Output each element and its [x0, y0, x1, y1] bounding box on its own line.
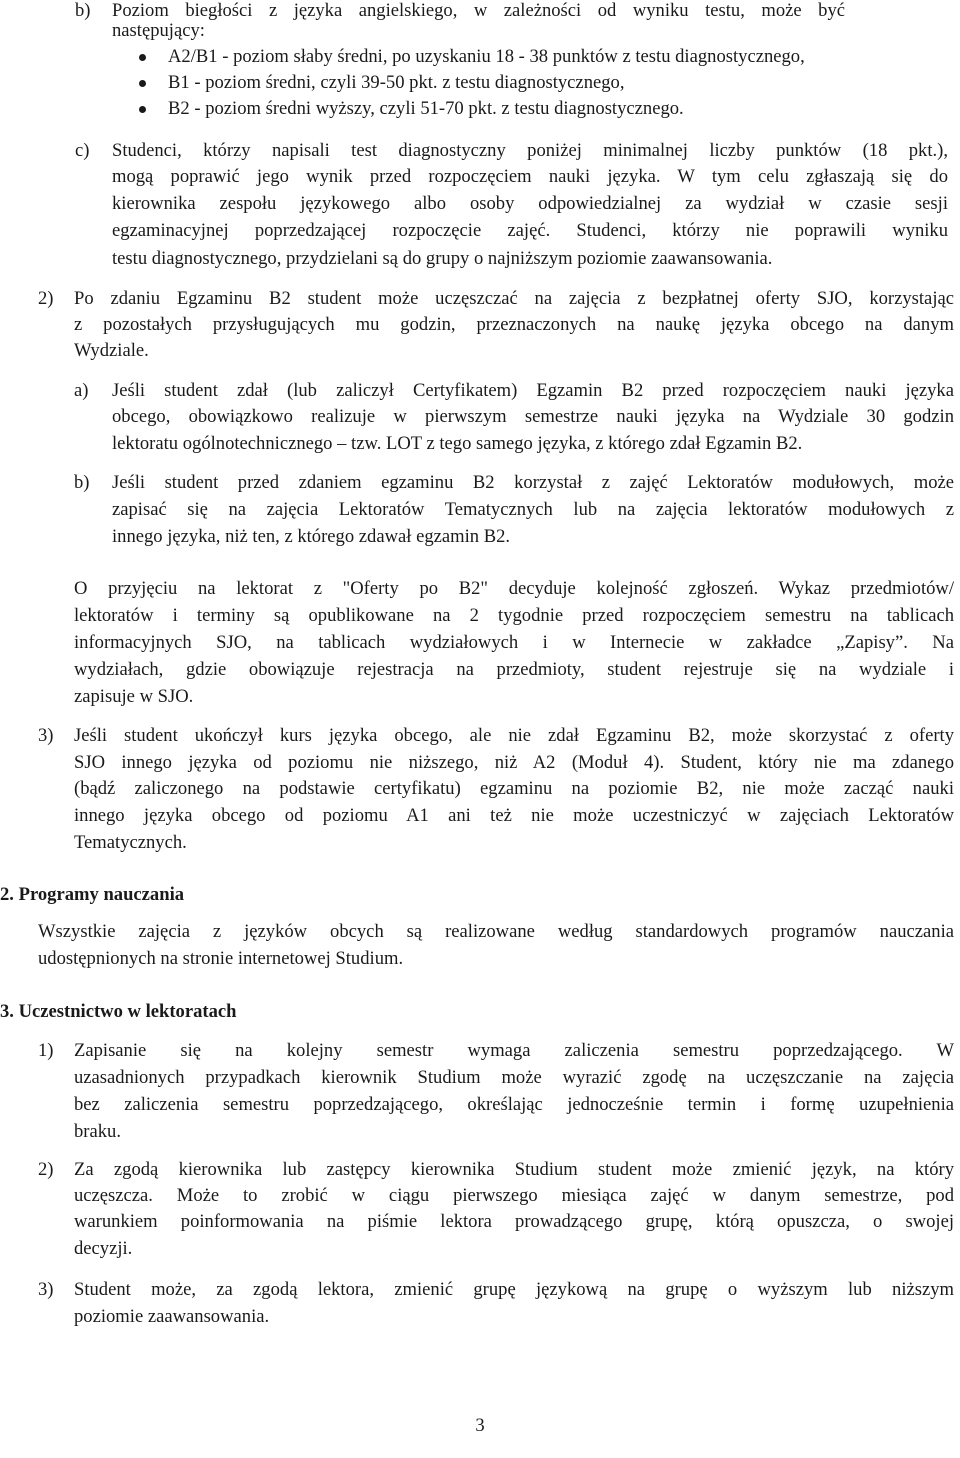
text-line: z pozostałych przysługujących mu godzin, przeznaczonych na naukę języka obcego na danym [74, 314, 954, 335]
bullet-item: B2 - poziom średni wyższy, czyli 51-70 pkt. z testu diagnostycznego. [168, 98, 684, 119]
section-heading-uczestnictwo: 3. Uczestnictwo w lektoratach [0, 1001, 237, 1022]
item-label-3: 3) [38, 725, 54, 746]
text-line: Wydziale. [74, 340, 149, 361]
text-line: informacyjnych SJO, na tablicach wydziałowych i w Internecie w zakładce „Zapisy”. Na [74, 632, 954, 653]
text-line: wydziałach, gdzie obowiązuje rejestracja na przedmioty, student rejestruje się na wydziale i [74, 659, 954, 680]
text-line: innego języka, niż ten, z którego zdawał egzamin B2. [112, 526, 511, 547]
page-number: 3 [475, 1415, 485, 1436]
text-line: Jeśli student zdał (lub zaliczył Certyfikatem) Egzamin B2 przed rozpoczęciem nauki języka [112, 380, 954, 401]
item-label-b: b) [75, 0, 91, 21]
text-line: lektoratów i terminy są opublikowane na 2 tygodnie przed rozpoczęciem semestru na tablicach [74, 605, 954, 626]
item-label-2: 2) [38, 288, 54, 309]
text-line: kierownika zespołu językowego albo osoby odpowiedzialnej za wydział w czasie sesji [112, 193, 948, 214]
text-line: decyzji. [74, 1238, 133, 1259]
text-line: testu diagnostycznego, przydzielani są do grupy o najniższym poziomie zaawansowania. [112, 248, 773, 269]
text-line: udostępnionych na stronie internetowej Studium. [38, 948, 404, 969]
text-line: mogą poprawić jego wynik przed rozpoczęciem nauki języka. W tym celu zgłaszają się do [112, 166, 948, 187]
text-line: warunkiem poinformowania na piśmie lektora prowadzącego grupę, którą opuszcza, o swojej [74, 1211, 954, 1232]
text-line: innego języka obcego od poziomu A1 ani też nie może uczestniczyć w zajęciach Lektoratów [74, 805, 954, 826]
text-line: O przyjęciu na lektorat z "Oferty po B2" decyduje kolejność zgłoszeń. Wykaz przedmiotów/ [74, 578, 954, 599]
item-label-3-2: 2) [38, 1159, 54, 1180]
text-line: Poziom biegłości z języka angielskiego, w zależności od wyniku testu, może być [112, 0, 845, 21]
item-label-3-1: 1) [38, 1040, 54, 1061]
text-line: uzasadnionych przypadkach kierownik Studium może wyrazić zgodę na uczęszczanie na zajęcia [74, 1067, 954, 1088]
bullet-item: A2/B1 - poziom słaby średni, po uzyskaniu 18 - 38 punktów z testu diagnostycznego, [168, 46, 805, 67]
text-line: Po zdaniu Egzaminu B2 student może uczęszczać na zajęcia z bezpłatnej oferty SJO, korzystając [74, 288, 954, 309]
text-line: zapisuje w SJO. [74, 686, 194, 707]
text-line: zapisać się na zajęcia Lektoratów Tematycznych lub na zajęcia lektoratów modułowych z [112, 499, 954, 520]
text-line: następujący: [112, 20, 205, 41]
item-label-3-3: 3) [38, 1279, 54, 1300]
text-line: egzaminacyjnej poprzedzającej rozpoczęcie zajęć. Studenci, którzy nie poprawili wyniku [112, 220, 948, 241]
text-line: Jeśli student ukończył kurs języka obcego, ale nie zdał Egzaminu B2, może skorzystać z oferty [74, 725, 954, 746]
section-heading-programy: 2. Programy nauczania [0, 884, 185, 905]
text-line: poziomie zaawansowania. [74, 1306, 270, 1327]
text-line: lektoratu ogólnotechnicznego – tzw. LOT z tego samego języka, z którego zdał Egzamin B2. [112, 433, 803, 454]
item-label-c: c) [75, 140, 90, 161]
bullet-item: B1 - poziom średni, czyli 39-50 pkt. z testu diagnostycznego, [168, 72, 625, 93]
text-line: Studenci, którzy napisali test diagnostyczny poniżej minimalnej liczby punktów (18 pkt.), [112, 140, 948, 161]
text-line: Tematycznych. [74, 832, 187, 853]
text-line: Wszystkie zajęcia z języków obcych są realizowane według standardowych programów nauczania [38, 921, 954, 942]
text-line: Student może, za zgodą lektora, zmienić grupę językową na grupę o wyższym lub niższym [74, 1279, 954, 1300]
text-line: bez zaliczenia semestru poprzedzającego, określając jednocześnie termin i formę uzupełnienia [74, 1094, 954, 1115]
item-label-2b: b) [74, 472, 90, 493]
text-line: SJO innego języka od poziomu nie niższego, niż A2 (Moduł 4). Student, który nie ma zdanego [74, 752, 954, 773]
bullet-icon [139, 106, 146, 113]
text-line: Za zgodą kierownika lub zastępcy kierownika Studium student może zmienić język, na który [74, 1159, 954, 1180]
text-line: (bądź zaliczonego na podstawie certyfikatu) egzaminu na poziomie B2, nie może zacząć nauki [74, 778, 954, 799]
bullet-icon [139, 80, 146, 87]
bullet-icon [139, 54, 146, 61]
text-line: uczęszcza. Może to zrobić w ciągu pierwszego miesiąca zajęć w danym semestrze, pod [74, 1185, 954, 1206]
text-line: obcego, obowiązkowo realizuje w pierwszym semestrze nauki języka na Wydziale 30 godzin [112, 406, 954, 427]
item-label-2a: a) [74, 380, 89, 401]
text-line: Zapisanie się na kolejny semestr wymaga zaliczenia semestru poprzedzającego. W [74, 1040, 954, 1061]
text-line: Jeśli student przed zdaniem egzaminu B2 korzystał z zajęć Lektoratów modułowych, może [112, 472, 954, 493]
text-line: braku. [74, 1121, 121, 1142]
